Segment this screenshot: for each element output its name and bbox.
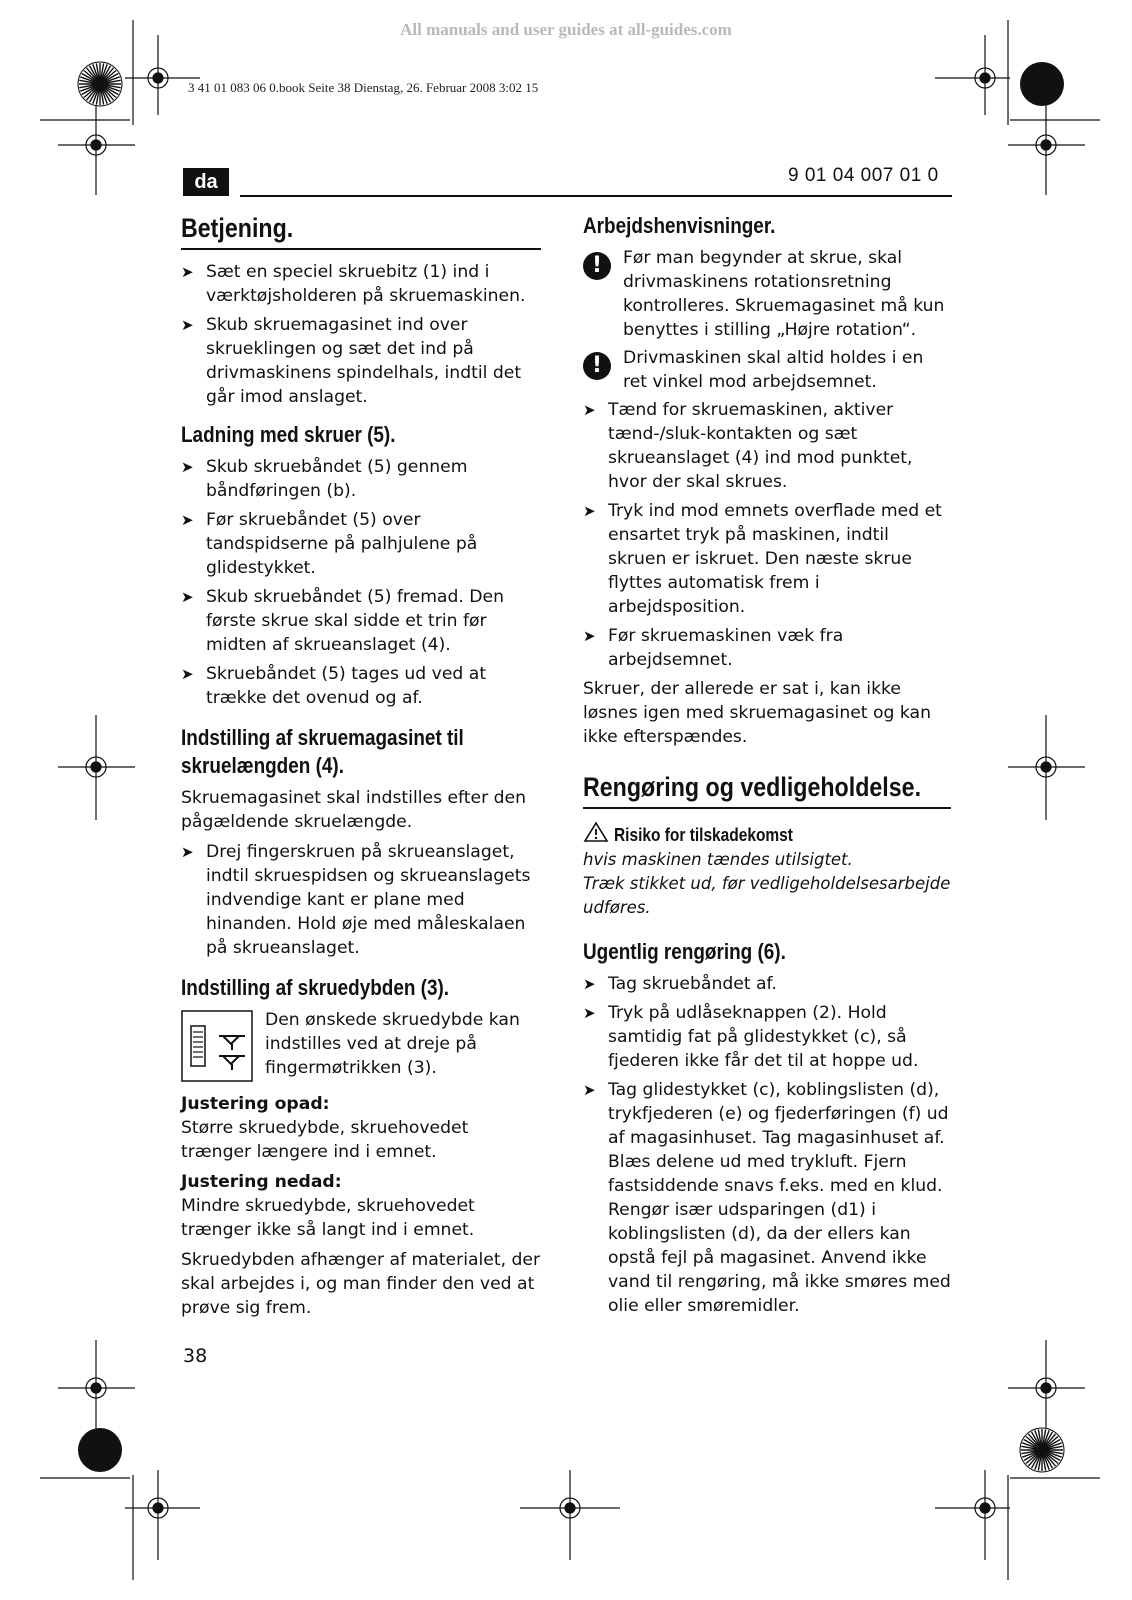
list-item: ➤ Før skruebåndet (5) over tandspidserne på palhjulene på glidestykket.	[181, 508, 541, 580]
risk-title: Risiko for tilskadekomst	[614, 824, 794, 845]
left-column	[181, 212, 541, 1326]
heading-ugentlig: Ugentlig rengøring (6).	[583, 938, 786, 964]
depth-setting-block	[181, 1008, 541, 1084]
document-number: 9 01 04 007 01 0	[788, 165, 939, 186]
heading-indstilling-dybde: Indstilling af skruedybden (3).	[181, 974, 450, 1000]
note-angle	[583, 346, 951, 394]
list-item: ➤ Tænd for skruemaskinen, aktiver tænd-/sluk-kontakten og sæt skrueanslaget (4) ind mod punktet, hvor der skal skrues.	[583, 398, 951, 494]
depth-adjust-icon	[181, 1010, 253, 1082]
exclamation-icon: !	[583, 352, 611, 380]
heading-indstilling-magasin: Indstilling af skruemagasinet til skruelængden (4).	[181, 724, 464, 778]
warning-triangle-icon	[583, 821, 609, 843]
list-item: ➤ Tryk ind mod emnets overflade med et ensartet tryk på maskinen, indtil skruen er iskruet. Den næste skrue flyttes automatisk frem i arbejdsposition.	[583, 499, 951, 619]
exclamation-icon: !	[583, 252, 611, 280]
label-justering-nedad: Justering nedad:	[181, 1171, 342, 1192]
list-item: ➤ Skub skruebåndet (5) gennem båndføringen (b).	[181, 455, 541, 503]
language-badge: da	[183, 168, 229, 196]
book-file-line: 3 41 01 083 06 0.book Seite 38 Dienstag, 26. Februar 2008 3:02 15	[188, 80, 539, 95]
heading-rule	[181, 248, 541, 250]
list-item: ➤ Skruebåndet (5) tages ud ved at trække det ovenud og af.	[181, 662, 541, 710]
list-item: ➤ Drej fingerskruen på skrueanslaget, indtil skruespidsen og skrueanslagets indvendige kant er plane med hinanden. Hold øje med måleskalaen på skrueanslaget.	[181, 840, 541, 960]
page-number: 38	[183, 1345, 208, 1367]
heading-arbejdshenvisninger: Arbejdshenvisninger.	[583, 213, 776, 238]
note-text: Drivmaskinen skal altid holdes i en ret vinkel mod arbejdsemnet.	[623, 348, 924, 392]
list-item: ➤ Skub skruemagasinet ind over skrueklingen og sæt det ind på drivmaskinens spindelhals, indtil det går imod anslaget.	[181, 313, 541, 409]
list-item: ➤ Før skruemaskinen væk fra arbejdsemnet.	[583, 624, 951, 672]
watermark: All manuals and user guides at all-guides.com	[400, 20, 732, 39]
paragraph: Mindre skruedybde, skruehovedet trænger ikke så langt ind i emnet.	[181, 1195, 475, 1240]
heading-betjening: Betjening.	[181, 213, 294, 243]
depth-setting-text: Den ønskede skruedybde kan indstilles ved at dreje på fingermøtrikken (3).	[265, 1009, 520, 1078]
list-item: ➤ Tryk på udlåseknappen (2). Hold samtidig fat på glidestykket (c), så fjederen ikke får det til at hoppe ud.	[583, 1001, 951, 1073]
paragraph: Skruedybden afhænger af materialet, der skal arbejdes i, og man finder den ved at prøve sig frem.	[181, 1249, 541, 1318]
heading-rengoring: Rengøring og vedligeholdelse.	[583, 772, 922, 802]
list-item: ➤ Tag skruebåndet af.	[583, 972, 951, 996]
paragraph: Skruemagasinet skal indstilles efter den pågældende skruelængde.	[181, 787, 527, 832]
paragraph: Større skruedybde, skruehovedet trænger længere ind i emnet.	[181, 1117, 469, 1162]
paragraph: Skruer, der allerede er sat i, kan ikke løsnes igen med skruemagasinet og kan ikke efterspændes.	[583, 679, 931, 747]
heading-ladning: Ladning med skruer (5).	[181, 421, 396, 447]
heading-rule	[583, 807, 951, 809]
list-item: ➤ Sæt en speciel skruebitz (1) ind i værktøjsholderen på skruemaskinen.	[181, 260, 541, 308]
header-rule	[240, 195, 952, 197]
note-text: Før man begynder at skrue, skal drivmaskinens rotationsretning kontrolleres. Skruemagasinet må kun benyttes i stilling „Højre rotation“.	[623, 248, 945, 340]
note-rotation	[583, 246, 951, 342]
list-item: ➤ Tag glidestykket (c), koblingslisten (d), trykfjederen (e) og fjederføringen (f) ud af magasinhuset. Tag magasinhuset af. Blæs delene ud med trykluft. Fjern fastsiddende snavs f.eks. med en klud. Rengør især udsparingen (d1) i koblingslisten (d), da der ellers kan opstå fejl på magasinet. Anvend ikke vand til rengøring, må ikke smøres med olie eller smøremidler.	[583, 1078, 951, 1318]
risk-line: Træk stikket ud, før vedligeholdelsesarbejde udføres.	[583, 873, 951, 917]
risk-warning	[583, 821, 951, 848]
list-item: ➤ Skub skruebåndet (5) fremad. Den første skrue skal sidde et trin før midten af skrueanslaget (4).	[181, 585, 541, 657]
label-justering-opad: Justering opad:	[181, 1093, 330, 1114]
risk-line: hvis maskinen tændes utilsigtet.	[583, 849, 853, 869]
right-column	[583, 212, 951, 1323]
